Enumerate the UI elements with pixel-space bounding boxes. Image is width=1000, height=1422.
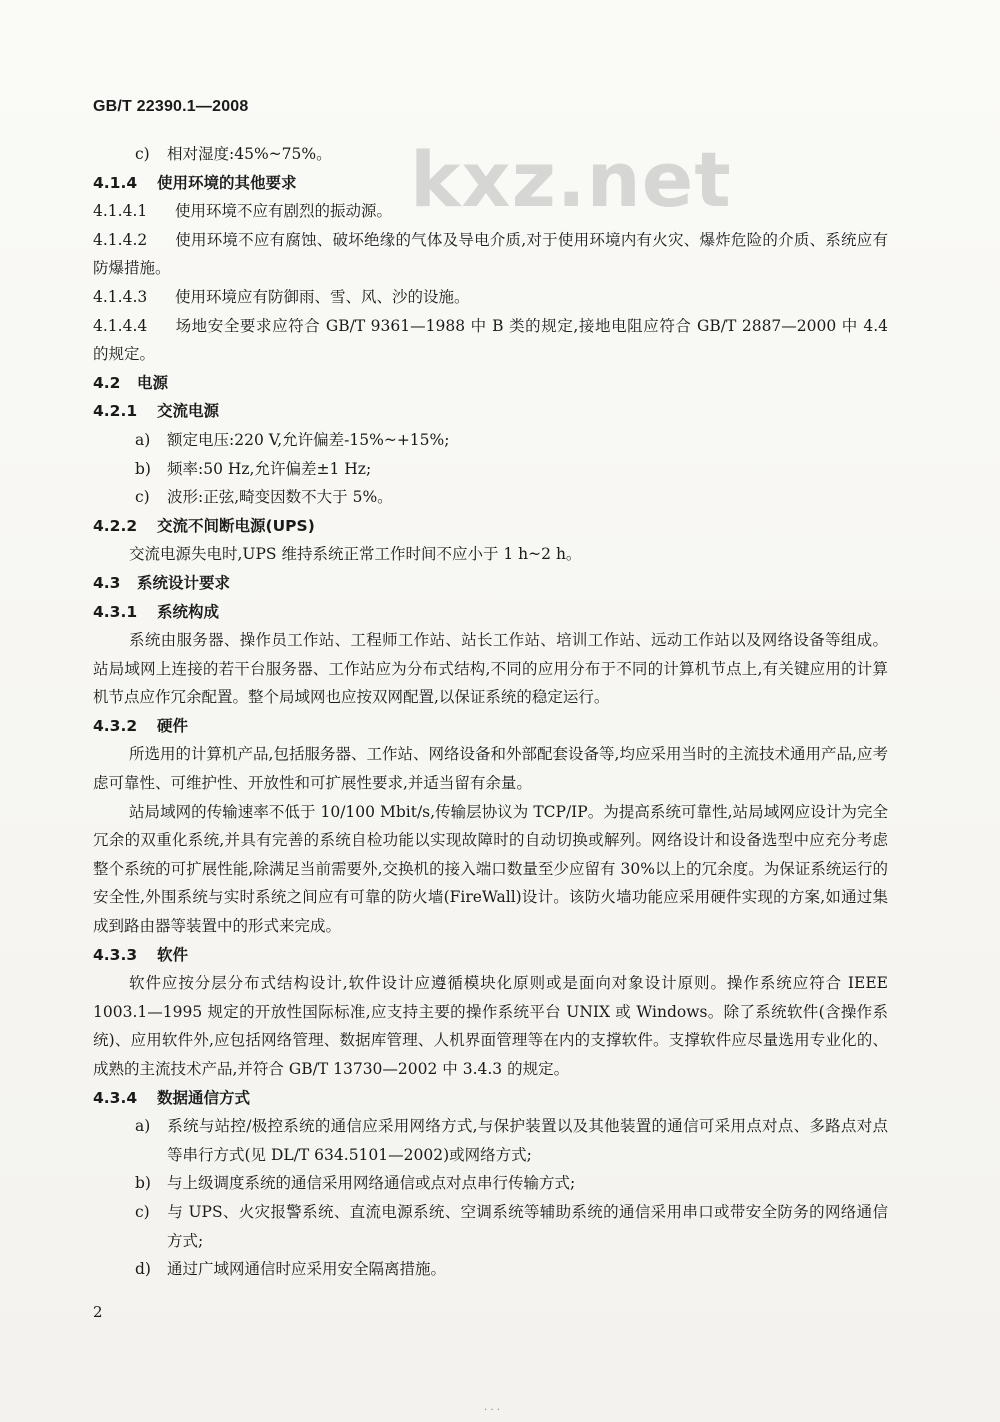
section-heading: 4.1.4 使用环境的其他要求	[93, 173, 297, 192]
section-heading: 4.3.4 数据通信方式	[93, 1088, 251, 1107]
list-item: c) 波形:正弦,畸变因数不大于 5%。	[135, 488, 393, 507]
document-body	[93, 140, 888, 1284]
standard-code-header: GB/T 22390.1—2008	[93, 98, 249, 115]
paragraph: 交流电源失电时,UPS 维持系统正常工作时间不应小于 1 h~2 h。	[129, 545, 582, 564]
watermark: kxz.net	[410, 135, 732, 224]
section-heading: 4.3.2 硬件	[93, 716, 189, 735]
paragraph: 所选用的计算机产品,包括服务器、工作站、网络设备和外部配套设备等,均应采用当时的主流技术通用产品,应考虑可靠性、可维护性、开放性和可扩展性要求,并适当留有余量。	[93, 745, 888, 793]
section-heading: 4.2.2 交流不间断电源(UPS)	[93, 516, 315, 535]
section-heading: 4.3.3 软件	[93, 945, 189, 964]
list-item: c) 相对湿度:45%~75%。	[135, 145, 332, 163]
paragraph: 系统由服务器、操作员工作站、工程师工作站、站长工作站、培训工作站、远动工作站以及网络设备等组成。站局域网上连接的若干台服务器、工作站应为分布式结构,不同的应用分布于不同的计算机节点上,有关键应用的计算机节点应作冗余配置。整个局域网也应按双网配置,以保证系统的稳定运行。	[93, 631, 888, 707]
clause: 4.1.4.4 场地安全要求应符合 GB/T 9361—1988 中 B 类的规定,接地电阻应符合 GB/T 2887—2000 中 4.4 的规定。	[93, 316, 888, 364]
paragraph: 站局域网的传输速率不低于 10/100 Mbit/s,传输层协议为 TCP/IP。为提高系统可靠性,站局域网应设计为完全冗余的双重化系统,并具有完善的系统自检功能以实现故障时的自动切换或解列。网络设计和设备选型中应充分考虑整个系统的可扩展性能,除满足当前需要外,交换机的接入端口数量至少应留有 30%以上的冗余度。为保证系统运行的安全性,外围系统与实时系统之间应有可靠的防火墙(FireWall)设计。该防火墙功能应采用硬件实现的方案,如通过集成到路由器等装置中的形式来完成。	[93, 802, 888, 936]
footer-mark: · · ·	[484, 1405, 500, 1416]
list-item: b) 与上级调度系统的通信采用网络通信或点对点串行传输方式;	[135, 1174, 576, 1193]
section-heading: 4.2.1 交流电源	[93, 402, 220, 421]
list-item: a) 额定电压:220 V,允许偏差-15%~+15%;	[135, 430, 450, 449]
clause: 4.1.4.3 使用环境应有防御雨、雪、风、沙的设施。	[93, 287, 470, 306]
clause: 4.1.4.1 使用环境不应有剧烈的振动源。	[93, 202, 393, 221]
section-heading: 4.2 电源	[93, 373, 169, 392]
section-heading: 4.3 系统设计要求	[93, 573, 231, 592]
page-number: 2	[93, 1303, 103, 1321]
list-item: a) 系统与站控/极控系统的通信应采用网络方式,与保护装置以及其他装置的通信可采用点对点、多路点对点等串行方式(见 DL/T 634.5101—2002)或网络方式;	[135, 1117, 888, 1164]
section-heading: 4.3.1 系统构成	[93, 602, 220, 621]
list-item: d) 通过广域网通信时应采用安全隔离措施。	[135, 1260, 447, 1279]
list-item: b) 频率:50 Hz,允许偏差±1 Hz;	[135, 459, 372, 478]
clause: 4.1.4.2 使用环境不应有腐蚀、破坏绝缘的气体及导电介质,对于使用环境内有火灾、爆炸危险的介质、系统应有防爆措施。	[93, 230, 888, 278]
paragraph: 软件应按分层分布式结构设计,软件设计应遵循模块化原则或是面向对象设计原则。操作系统应符合 IEEE 1003.1—1995 规定的开放性国际标准,应支持主要的操作系统平台 UNIX 或 Windows。除了系统软件(含操作系统)、应用软件外,应包括网络管理、数据库管理、人机界面管理等在内的支撑软件。支撑软件应尽量选用专业化的、成熟的主流技术产品,并符合 GB/T 13730—2002 中 3.4.3 的规定。	[93, 974, 888, 1078]
list-item: c) 与 UPS、火灾报警系统、直流电源系统、空调系统等辅助系统的通信采用串口或带安全防务的网络通信方式;	[135, 1202, 888, 1250]
